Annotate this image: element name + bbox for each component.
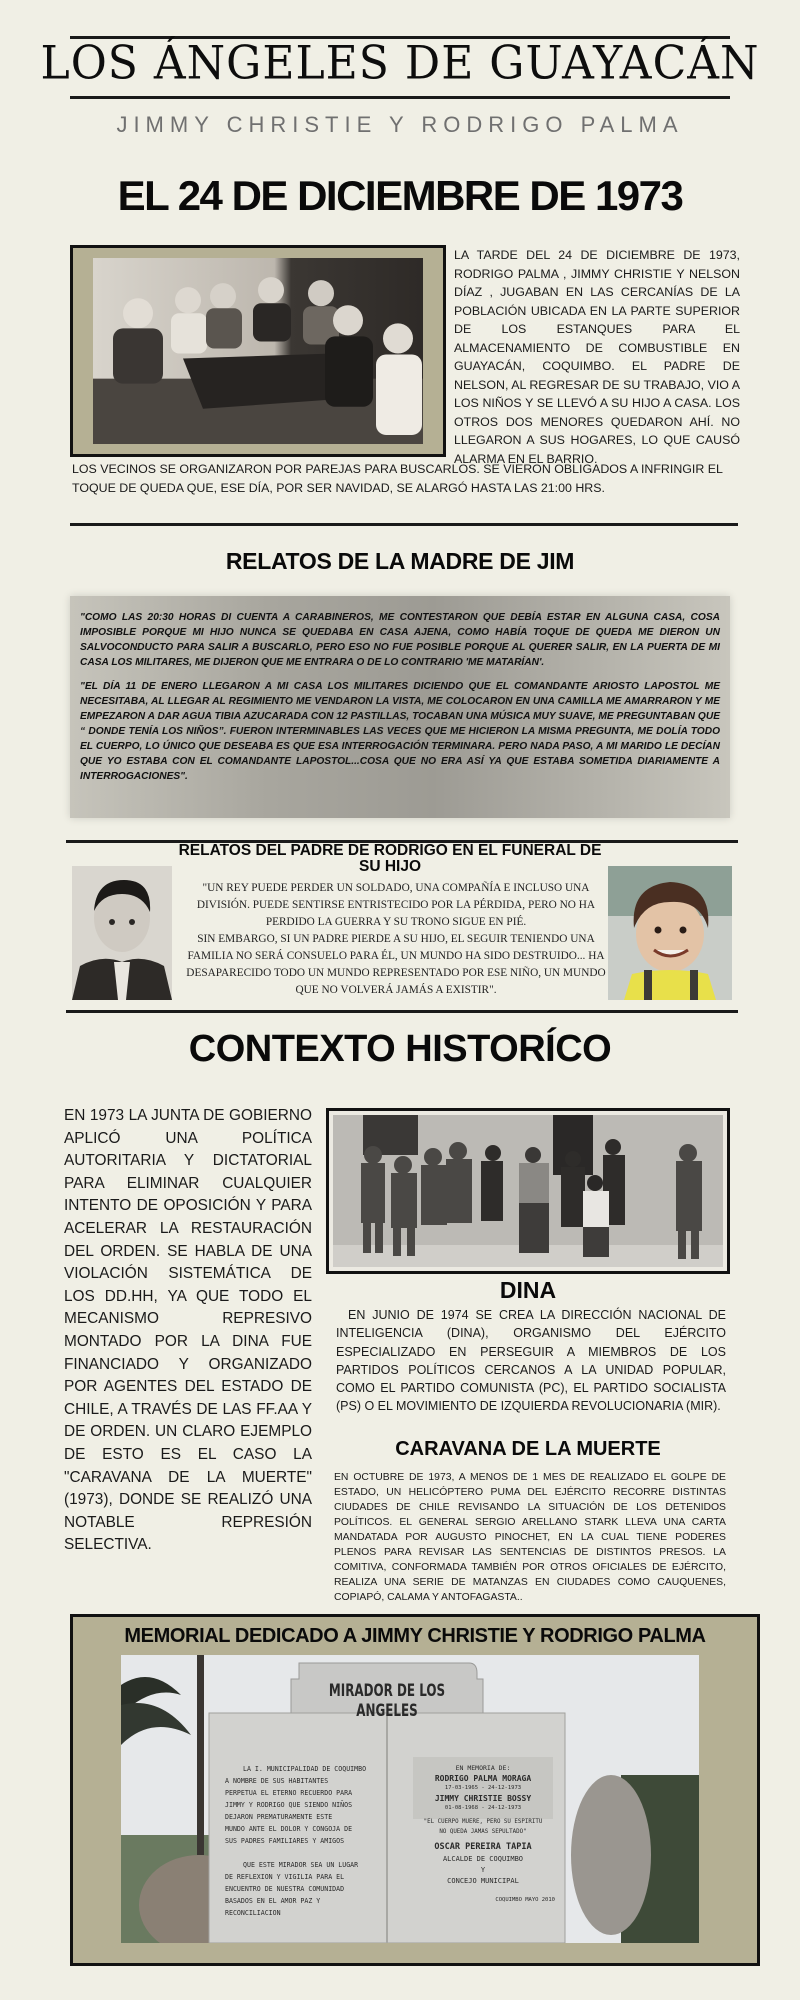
mother-quote-2: "EL DÍA 11 DE ENERO LLEGARON A MI CASA LOS MILITARES DICIENDO QUE EL COMANDANTE ARIOSTO LAPOSTOL ME NECESITABA, AL LLEGAR AL REGIMIENTO ME VENDARON LA VISTA, ME COLOCARON EN UNA CAMILLA ME AMARRARON Y ME EMPEZARON A DAR AGUA TIBIA AZUCARADA CON 12 PASTILLAS, TOCABAN UNA MÚSICA MUY SUAVE, ME PREGUNTABAN QUE “ DONDE TENÍA LOS NIÑOS”. FUERON INTERMINABLES LAS VECES QUE ME HICIERON LA MISMA PREGUNTA, ME DOLÍA TODO EL CUERPO, LO ÚNICO QUE DESEABA ES QUE ESA INTERROGACIÓN TERMINARA. PERO NADA PASO, A MI MARIDO LE DECÍAN QUE YO ESTABA CON EL COMANDANTE LAPOSTOL...COSA QUE NO ERA ASÍ YA QUE ESTABA SOMETIDA DIARIAMENTE A INTERROGACIONES". <box>80 681 720 782</box>
plaque-quote: NO QUEDA JAMAS SEPULTADO" <box>439 1829 527 1835</box>
left-plaque-line: DEJARON PREMATURAMENTE ESTE <box>225 1813 333 1821</box>
left-plaque-line: MUNDO ANTE EL DOLOR Y CONGOJA DE <box>225 1825 353 1833</box>
left-plaque-line: ENCUENTRO DE NUESTRA COMUNIDAD <box>225 1885 345 1893</box>
left-plaque-line: RECONCILIACION <box>225 1909 281 1917</box>
plaque-title: MIRADOR DE LOS ANGELES <box>328 1681 446 1721</box>
page-subtitle: JIMMY CHRISTIE Y RODRIGO PALMA <box>116 112 684 137</box>
father-section-heading: RELATOS DEL PADRE DE RODRIGO EN EL FUNERAL DE SU HIJO <box>178 842 602 875</box>
left-plaque-line: QUE ESTE MIRADOR SEA UN LUGAR <box>243 1861 359 1869</box>
left-plaque-line: A NOMBRE DE SUS HABITANTES <box>225 1777 329 1785</box>
caravana-heading: CARAVANA DE LA MUERTE <box>395 1438 661 1460</box>
event-paragraph-1: LA TARDE DEL 24 DE DICIEMBRE DE 1973, RODRIGO PALMA , JIMMY CHRISTIE Y NELSON DÍAZ , JUGABAN EN LAS CERCANÍAS DE LA POBLACIÓN UBICADA EN LA PARTE SUPERIOR DE LOS ESTANQUES PARA EL ALMACENAMIENTO DE COMBUSTIBLE EN GUAYACÁN, COQUIMBO. EL PADRE DE NELSON, AL REGRESAR DE SU TRABAJO, VIO A LOS NIÑOS Y SE LLEVÓ A SU HIJO A CASA. LOS OTROS DOS MENORES QUEDARON AHÍ. NO LLEGARON A SUS HOGARES, LO QUE CAUSÓ ALARMA EN EL BARRIO. <box>454 248 740 466</box>
memorial-frame <box>70 1614 760 1966</box>
dina-heading: DINA <box>499 1277 557 1303</box>
father-quote <box>176 880 616 999</box>
children-photo-frame <box>70 245 446 457</box>
mother-section-heading: RELATOS DE LA MADRE DE JIM <box>225 548 575 574</box>
left-plaque-line: PERPETUA EL ETERNO RECUERDO PARA <box>225 1789 353 1797</box>
right-plaque-text <box>405 1763 561 1905</box>
context-section-heading: CONTEXTO HISTORÍCO <box>188 1028 612 1070</box>
jimmy-portrait-photo <box>608 866 732 1000</box>
left-plaque-line <box>225 1847 385 1859</box>
left-plaque-line: LA I. MUNICIPALIDAD DE COQUIMBO <box>243 1765 367 1773</box>
plaque-place-date: COQUIMBO MAYO 2010 <box>495 1897 555 1903</box>
left-plaque-line: JIMMY Y RODRIGO QUE SIENDO NIÑOS <box>225 1801 353 1809</box>
memorial-photo <box>121 1655 699 1943</box>
soldiers-photo <box>333 1115 723 1267</box>
left-plaque-line: SUS PADRES FAMILIARES Y AMIGOS <box>225 1837 345 1845</box>
father-quote-part-2: SIN EMBARGO, SI UN PADRE PIERDE A SU HIJO, EL SEGUIR TENIENDO UNA FAMILIA NO SERÁ CONSUELO PARA ÉL, UN MUNDO HA SIDO DESTRUIDO... HA DESAPARECIDO TODO UN MUNDO REPRESENTADO POR ESE NIÑO, UN MUNDO QUE NO VOLVERÁ JAMÁS A EXISTIR". <box>186 933 606 996</box>
caravana-text: EN OCTUBRE DE 1973, A MENOS DE 1 MES DE REALIZADO EL GOLPE DE ESTADO, UN HELICÓPTERO PUMA DEL EJÉRCITO RECORRE DISTINTAS CIUDADES DE CHILE REVISANDO LA SITUACIÓN DE LOS DETENIDOS POLÍTICOS. EL GENERAL SERGIO ARELLANO STARK LLEVA UNA CARTA MANDATADA POR AUGUSTO PINOCHET, EN LA CUAL TIENE PODERES PLENOS PARA REVISAR LAS SENTENCIAS DE DISTINTOS PRESOS. LA COMITIVA, CONFORMADA TAMBIÉN POR OTROS OFICIALES DE EJÉRCITO, REALIZA UNA SERIE DE MATANZAS EN CIUDADES COMO CAUQUENES, COPIAPÓ, CALAMA Y ANTOFAGASTA.. <box>334 1472 726 1603</box>
context-text: EN 1973 LA JUNTA DE GOBIERNO APLICÓ UNA POLÍTICA AUTORITARIA Y DICTATORIAL PARA ELIMINAR CUALQUIER INTENTO DE OPOSICIÓN Y PARA ACELERAR LA RESTAURACIÓN DEL ORDEN. SE HABLA DE UNA VIOLACIÓN SISTEMÁTICA DE LOS DD.HH, YA QUE TODO EL MECANISMO REPRESIVO MONTADO POR LA DINA FUE FINANCIADO Y ORGANIZADO POR AGENTES DEL ESTADO DE CHILE, A TRAVÉS DE LAS FF.AA Y DE ORDEN. UN CLARO EJEMPLO DE ESTO ES EL CASO LA "CARAVANA DE LA MUERTE" (1973), DONDE SE REALIZÓ UNA NOTABLE REPRESIÓN SELECTIVA. <box>64 1107 312 1554</box>
plaque-name-jimmy: JIMMY CHRISTIE BOSSY <box>434 1794 532 1803</box>
plaque-dates-jimmy: 01-08-1968 - 24-12-1973 <box>444 1805 522 1811</box>
dina-text: EN JUNIO DE 1974 SE CREA LA DIRECCIÓN NACIONAL DE INTELIGENCIA (DINA), ORGANISMO DEL EJÉRCITO ESPECIALIZADO EN PERSEGUIR A MIEMBROS DE LOS PARTIDOS POLÍTICOS CERCANOS A LA UNIDAD POPULAR, COMO EL PARTIDO COMUNISTA (PC), EL PARTIDO SOCIALISTA (PS) O EL MOVIMIENTO DE IZQUIERDA REVOLUCIONARIA (MIR). <box>336 1308 726 1414</box>
plaque-and: Y <box>480 1866 486 1874</box>
left-plaque-text <box>225 1763 385 1919</box>
mother-quote-1: "COMO LAS 20:30 HORAS DI CUENTA A CARABINEROS, ME CONTESTARON QUE DEBÍA ESTAR EN ALGUNA CASA, COSA IMPOSIBLE PORQUE MI HIJO NUNCA SE QUEDABA EN CASA AJENA, COMO HABÍA TOQUE DE QUEDA ME DIERON UN SALVOCONDUCTO PARA SALIR A BUSCARLO, PERO ESO NO FUE POSIBLE PORQUE AL QUERER SALIR, EN LA PUERTA DE MI CASA LOS MILITARES, ME DIJERON QUE ME ENTRARA O DE LO CONTRARIO 'ME MATARÍAN'. <box>80 612 720 668</box>
plaque-council: CONCEJO MUNICIPAL <box>447 1877 519 1885</box>
rodrigo-portrait-photo <box>72 866 172 1000</box>
plaque-mayor: OSCAR PEREIRA TAPIA <box>434 1842 532 1852</box>
father-bottom-rule <box>66 1010 738 1013</box>
children-photo <box>93 258 423 444</box>
plaque-quote: "EL CUERPO MUERE, PERO SU ESPIRITU <box>423 1819 543 1825</box>
left-plaque-line: BASADOS EN EL AMOR PAZ Y <box>225 1897 321 1905</box>
page-title: LOS ÁNGELES DE GUAYACÁN <box>40 36 760 91</box>
father-quote-part-1: "UN REY PUEDE PERDER UN SOLDADO, UNA COMPAÑÍA E INCLUSO UNA DIVISIÓN. PUEDE SENTIRSE ENTRISTECIDO POR LA PÉRDIDA, PERO NO HA PERDIDO LA GUERRA Y SU TRONO SIGUE EN PIÉ. <box>196 882 596 928</box>
section-divider <box>70 523 738 526</box>
mother-quote-box <box>70 596 730 818</box>
event-paragraph-2: LOS VECINOS SE ORGANIZARON POR PAREJAS PARA BUSCARLOS. SE VIERON OBLIGADOS A INFRINGIR EL TOQUE DE QUEDA QUE, ESE DÍA, POR SER NAVIDAD, SE ALARGÓ HASTA LAS 21:00 HRS. <box>72 462 723 495</box>
header-bottom-rule <box>70 96 730 99</box>
left-plaque-line: DE REFLEXION Y VIGILIA PARA EL <box>225 1873 345 1881</box>
memorial-heading: MEMORIAL DEDICADO A JIMMY CHRISTIE Y RODRIGO PALMA <box>124 1625 706 1647</box>
event-date-heading: EL 24 DE DICIEMBRE DE 1973 <box>117 172 683 219</box>
plaque-name-rodrigo: RODRIGO PALMA MORAGA <box>434 1774 532 1783</box>
plaque-in-memory: EN MEMORIA DE: <box>455 1764 511 1772</box>
soldiers-photo-frame <box>326 1108 730 1274</box>
plaque-mayor-title: ALCALDE DE COQUIMBO <box>442 1855 524 1863</box>
plaque-dates-rodrigo: 17-03-1965 - 24-12-1973 <box>444 1785 522 1791</box>
